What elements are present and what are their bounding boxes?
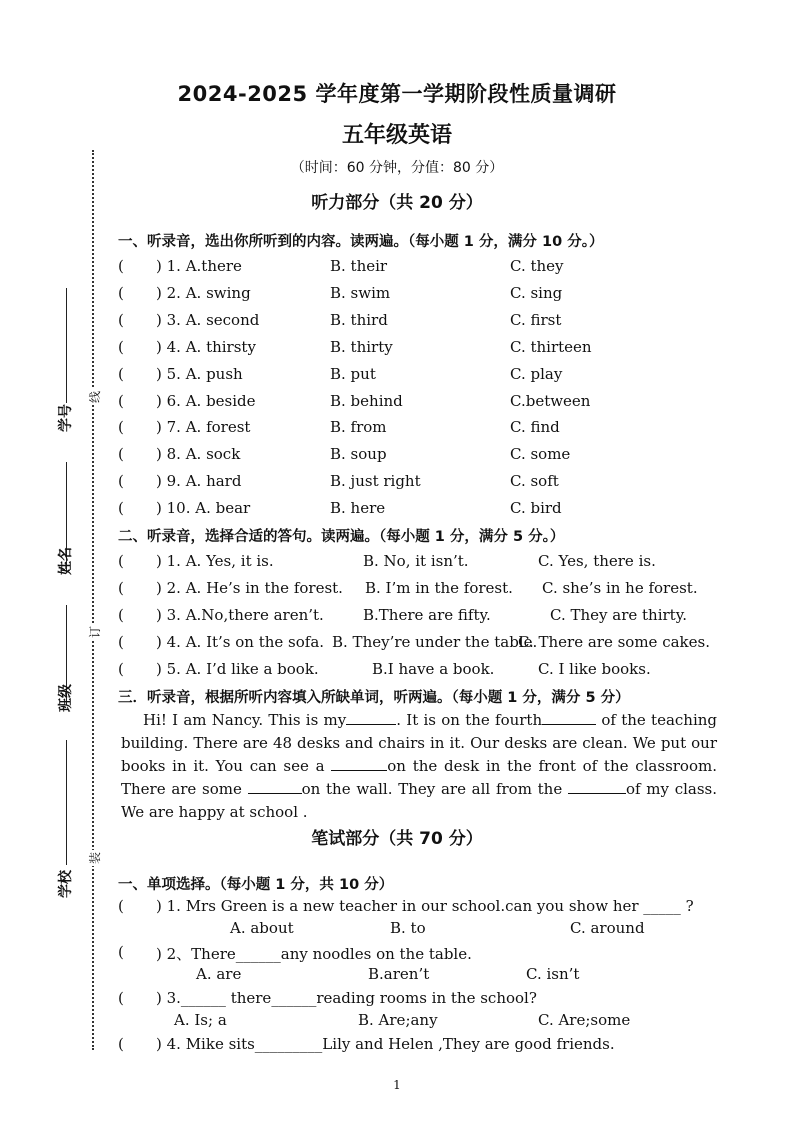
student-id-label: 学号 bbox=[58, 404, 74, 432]
option-b: B. swim bbox=[330, 283, 391, 302]
question-text: ) 1. Mrs Green is a new teacher in our school.can you show her _____ ? bbox=[156, 897, 694, 915]
question-text: ) 4. Mike sits_________Lily and Helen ,They are good friends. bbox=[156, 1035, 615, 1053]
option-c: C. bird bbox=[510, 499, 562, 518]
option-c: C. first bbox=[510, 310, 562, 329]
option-a: A. about bbox=[230, 919, 294, 937]
answer-paren[interactable]: ( bbox=[118, 418, 124, 437]
option-c: C. They are thirty. bbox=[550, 606, 687, 624]
option-b: B. behind bbox=[330, 391, 403, 410]
question-text: ) 4. A. thirsty bbox=[156, 337, 256, 356]
question-text: ) 2. A. He’s in the forest. bbox=[156, 579, 343, 597]
answer-paren[interactable]: ( bbox=[118, 1035, 124, 1053]
option-b: B. third bbox=[330, 310, 388, 329]
answer-paren[interactable]: ( bbox=[118, 552, 124, 570]
answer-paren[interactable]: ( bbox=[118, 943, 124, 961]
question-text: ) 1. A.there bbox=[156, 257, 242, 275]
option-b: B. soup bbox=[330, 445, 387, 464]
answer-paren[interactable]: ( bbox=[118, 337, 124, 356]
answer-paren[interactable]: ( bbox=[118, 364, 124, 383]
option-b: B. Are;any bbox=[358, 1011, 438, 1029]
answer-paren[interactable]: ( bbox=[118, 391, 124, 410]
exam-title: 2024-2025 学年度第一学期阶段性质量调研 bbox=[177, 82, 617, 106]
answer-paren[interactable]: ( bbox=[118, 633, 124, 651]
option-a: A. are bbox=[196, 965, 242, 983]
class-label: 班级 bbox=[58, 684, 74, 712]
question-text: ) 8. A. sock bbox=[156, 445, 241, 464]
answer-paren[interactable]: ( bbox=[118, 499, 124, 518]
option-c: C. some bbox=[510, 445, 571, 464]
listening-part1-heading: 一、听录音，选出你所听到的内容。读两遍。（每小题 1 分，满分 10 分。） bbox=[118, 234, 604, 250]
writing-part1-heading: 一、单项选择。（每小题 1 分，共 10 分） bbox=[118, 877, 394, 893]
question-text: ) 6. A. beside bbox=[156, 391, 256, 410]
listening-part3-heading: 三．听录音，根据所听内容填入所缺单词，听两遍。（每小题 1 分，满分 5 分） bbox=[118, 690, 630, 706]
binding-dotted-line bbox=[92, 150, 94, 1050]
cloze-blank-2[interactable] bbox=[542, 710, 596, 725]
exam-subject: 五年级英语 bbox=[341, 123, 452, 148]
option-b: B. I’m in the forest. bbox=[365, 579, 513, 597]
cloze-blank-3[interactable] bbox=[331, 756, 387, 771]
listening-part2-heading: 二、听录音，选择合适的答句。读两遍。（每小题 1 分，满分 5 分。） bbox=[118, 529, 565, 545]
option-b: B. here bbox=[330, 499, 386, 518]
student-id-blank[interactable] bbox=[66, 288, 67, 403]
answer-paren[interactable]: ( bbox=[118, 660, 124, 678]
option-c: C. she’s in he forest. bbox=[542, 579, 698, 597]
question-text: ) 3.______ there______reading rooms in the school? bbox=[156, 989, 537, 1007]
answer-paren[interactable]: ( bbox=[118, 472, 124, 491]
cloze-blank-1[interactable] bbox=[346, 710, 396, 725]
option-b: B. put bbox=[330, 364, 376, 383]
option-c: C. isn’t bbox=[526, 965, 580, 983]
option-b: B. from bbox=[330, 418, 387, 437]
option-b: B. just right bbox=[330, 472, 421, 491]
question-text: ) 5. A. push bbox=[156, 364, 243, 383]
cloze-text-5: on the wall. They are all from the bbox=[301, 780, 568, 798]
listening-title: 听力部分（共 20 分） bbox=[311, 193, 483, 213]
cloze-text-3: of the teaching building. There are 48 desks and chairs in it. Our desks are clean. We put our books in it. You can see a bbox=[121, 711, 718, 775]
question-text: ) 3. A. second bbox=[156, 310, 260, 329]
option-c: C. Are;some bbox=[538, 1011, 631, 1029]
option-b: B. No, it isn’t. bbox=[363, 552, 469, 570]
cloze-text-6: of my class. We are happy at school . bbox=[121, 780, 717, 821]
name-label: 姓名 bbox=[58, 547, 74, 575]
page-number: 1 bbox=[393, 1078, 401, 1092]
option-b: B.There are fifty. bbox=[363, 606, 491, 624]
question-text: ) 3. A.No,there aren’t. bbox=[156, 606, 324, 624]
option-c: C. play bbox=[510, 364, 563, 383]
exam-meta: （时间：60 分钟，分值：80 分） bbox=[290, 160, 504, 176]
option-c: C. I like books. bbox=[538, 660, 651, 678]
option-c: C. There are some cakes. bbox=[518, 633, 710, 651]
answer-paren[interactable]: ( bbox=[118, 283, 124, 302]
answer-paren[interactable]: ( bbox=[118, 579, 124, 597]
option-b: B. thirty bbox=[330, 337, 393, 356]
school-label: 学校 bbox=[58, 870, 74, 898]
cloze-text-1: Hi! I am Nancy. This is my bbox=[143, 711, 347, 729]
question-text: ) 5. A. I’d like a book. bbox=[156, 660, 319, 678]
cloze-text-2: . It is on the fourth bbox=[396, 711, 543, 729]
option-b: B. to bbox=[390, 919, 426, 937]
question-text: ) 2、There______any noodles on the table. bbox=[156, 945, 472, 963]
question-text: ) 1. A. Yes, it is. bbox=[156, 552, 274, 570]
answer-paren[interactable]: ( bbox=[118, 310, 124, 329]
answer-paren[interactable]: ( bbox=[118, 257, 124, 275]
option-c: C. Yes, there is. bbox=[538, 552, 656, 570]
question-text: ) 9. A. hard bbox=[156, 472, 242, 491]
question-text: ) 4. A. It’s on the sofa. bbox=[156, 633, 325, 651]
option-b: B. their bbox=[330, 257, 388, 275]
question-text: ) 2. A. swing bbox=[156, 283, 251, 302]
answer-paren[interactable]: ( bbox=[118, 897, 124, 915]
answer-paren[interactable]: ( bbox=[118, 989, 124, 1007]
writing-title: 笔试部分（共 70 分） bbox=[311, 829, 483, 849]
option-c: C. find bbox=[510, 418, 560, 437]
question-text: ) 7. A. forest bbox=[156, 418, 251, 437]
option-b: B. They’re under the table. bbox=[332, 633, 538, 651]
option-c: C. soft bbox=[510, 472, 559, 491]
option-c: C. around bbox=[570, 919, 645, 937]
option-b: B.aren’t bbox=[368, 965, 430, 983]
option-b: B.I have a book. bbox=[372, 660, 495, 678]
cloze-passage bbox=[121, 709, 717, 824]
cloze-blank-4[interactable] bbox=[248, 779, 302, 794]
answer-paren[interactable]: ( bbox=[118, 606, 124, 624]
option-c: C. they bbox=[510, 257, 564, 275]
cloze-text-4: on the desk in the front of the classroom. There are some bbox=[121, 757, 717, 798]
question-text: ) 10. A. bear bbox=[156, 499, 251, 518]
option-c: C. sing bbox=[510, 283, 563, 302]
option-c: C.between bbox=[510, 391, 591, 410]
cut-mark-install: 装 bbox=[88, 851, 102, 864]
option-c: C. thirteen bbox=[510, 337, 592, 356]
cut-mark-line: 线 bbox=[88, 390, 102, 403]
cloze-blank-5[interactable] bbox=[568, 779, 626, 794]
option-a: A. Is; a bbox=[174, 1011, 227, 1029]
answer-paren[interactable]: ( bbox=[118, 445, 124, 464]
cut-mark-bind: 订 bbox=[88, 625, 102, 638]
